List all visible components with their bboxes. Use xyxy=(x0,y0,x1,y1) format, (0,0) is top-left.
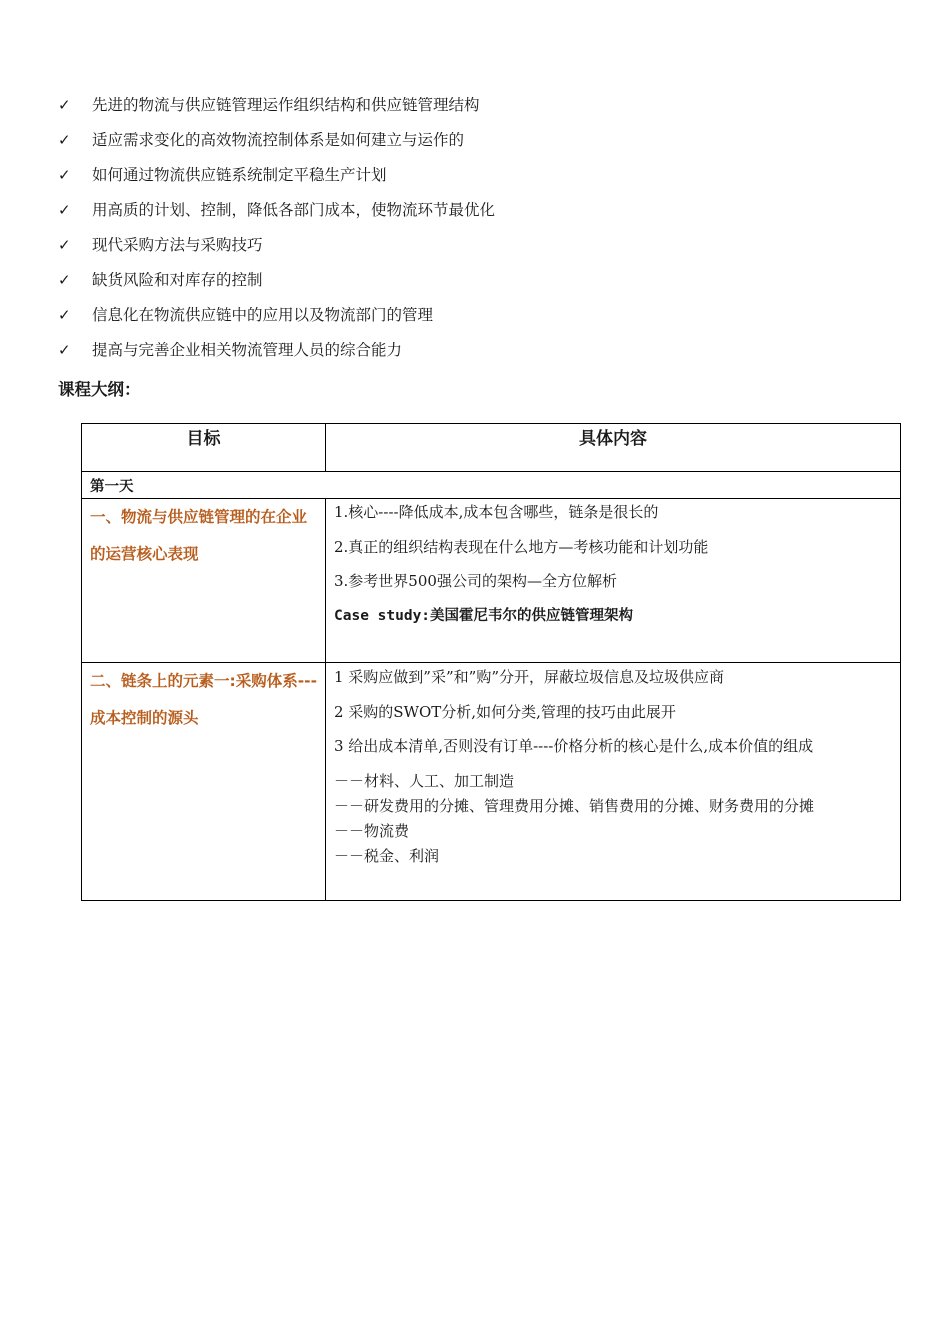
content-item: 2.真正的组织结构表现在什么地方—考核功能和计划功能 xyxy=(334,537,709,556)
bullet-text: 现代采购方法与采购技巧 xyxy=(92,236,263,254)
goal-cell xyxy=(82,499,326,663)
content-cell xyxy=(326,499,901,663)
goal-text: 二、链条上的元素一:采购体系---成本控制的源头 xyxy=(90,672,317,727)
table-row xyxy=(82,663,901,901)
objectives-list xyxy=(58,94,495,374)
cost-sub-item: －－物流费 xyxy=(334,821,410,840)
bullet-text: 用高质的计划、控制，降低各部门成本，使物流环节最优化 xyxy=(92,201,496,219)
case-study-line xyxy=(334,605,892,640)
bullet-text: 先进的物流与供应链管理运作组织结构和供应链管理结构 xyxy=(92,96,480,114)
case-study-text: 美国霍尼韦尔的供应链管理架构 xyxy=(430,607,634,624)
list-item xyxy=(58,94,495,129)
bullet-text: 缺货风险和对库存的控制 xyxy=(92,271,263,289)
check-icon: ✓ xyxy=(58,201,71,219)
list-item xyxy=(58,269,495,304)
section-title: 课程大纲： xyxy=(58,380,141,399)
content-item: 3 给出成本清单,否则没有订单----价格分析的核心是什么,成本价值的组成 xyxy=(334,737,814,755)
cost-sub-item: －－材料、人工、加工制造 xyxy=(334,771,515,790)
table-row xyxy=(82,499,901,663)
list-item xyxy=(58,339,495,374)
day-row xyxy=(82,472,901,499)
header-goal: 目标 xyxy=(82,424,326,472)
bullet-text: 信息化在物流供应链中的应用以及物流部门的管理 xyxy=(92,306,434,324)
check-icon: ✓ xyxy=(58,131,71,149)
content-item: 1.核心----降低成本,成本包含哪些，链条是很长的 xyxy=(334,503,659,521)
check-icon: ✓ xyxy=(58,236,71,254)
goal-text: 一、物流与供应链管理的在企业的运营核心表现 xyxy=(90,508,308,563)
content-item: 1 采购应做到”采”和”购”分开，屏蔽垃圾信息及垃圾供应商 xyxy=(334,668,724,686)
check-icon: ✓ xyxy=(58,96,71,114)
bullet-text: 提高与完善企业相关物流管理人员的综合能力 xyxy=(92,341,403,359)
content-item: 2 采购的SWOT分析,如何分类,管理的技巧由此展开 xyxy=(334,702,676,721)
list-item xyxy=(58,304,495,339)
check-icon: ✓ xyxy=(58,341,71,359)
cost-sub-item: －－研发费用的分摊、管理费用分摊、销售费用的分摊、财务费用的分摊 xyxy=(334,796,815,815)
content-cell xyxy=(326,663,901,901)
goal-cell xyxy=(82,663,326,901)
check-icon: ✓ xyxy=(58,306,71,324)
cost-sub-item: －－税金、利润 xyxy=(334,846,440,865)
table-header-row xyxy=(82,424,901,472)
bullet-text: 适应需求变化的高效物流控制体系是如何建立与运作的 xyxy=(92,131,465,149)
course-outline-table xyxy=(81,423,901,901)
list-item xyxy=(58,164,495,199)
content-item: 3.参考世界500强公司的架构—全方位解析 xyxy=(334,572,617,590)
bullet-text: 如何通过物流供应链系统制定平稳生产计划 xyxy=(92,166,387,184)
check-icon: ✓ xyxy=(58,166,71,184)
list-item xyxy=(58,129,495,164)
list-item xyxy=(58,234,495,269)
check-icon: ✓ xyxy=(58,271,71,289)
list-item xyxy=(58,199,495,234)
header-content: 具体内容 xyxy=(326,424,901,472)
case-study-prefix: Case study: xyxy=(334,607,431,624)
day-label: 第一天 xyxy=(82,472,901,499)
